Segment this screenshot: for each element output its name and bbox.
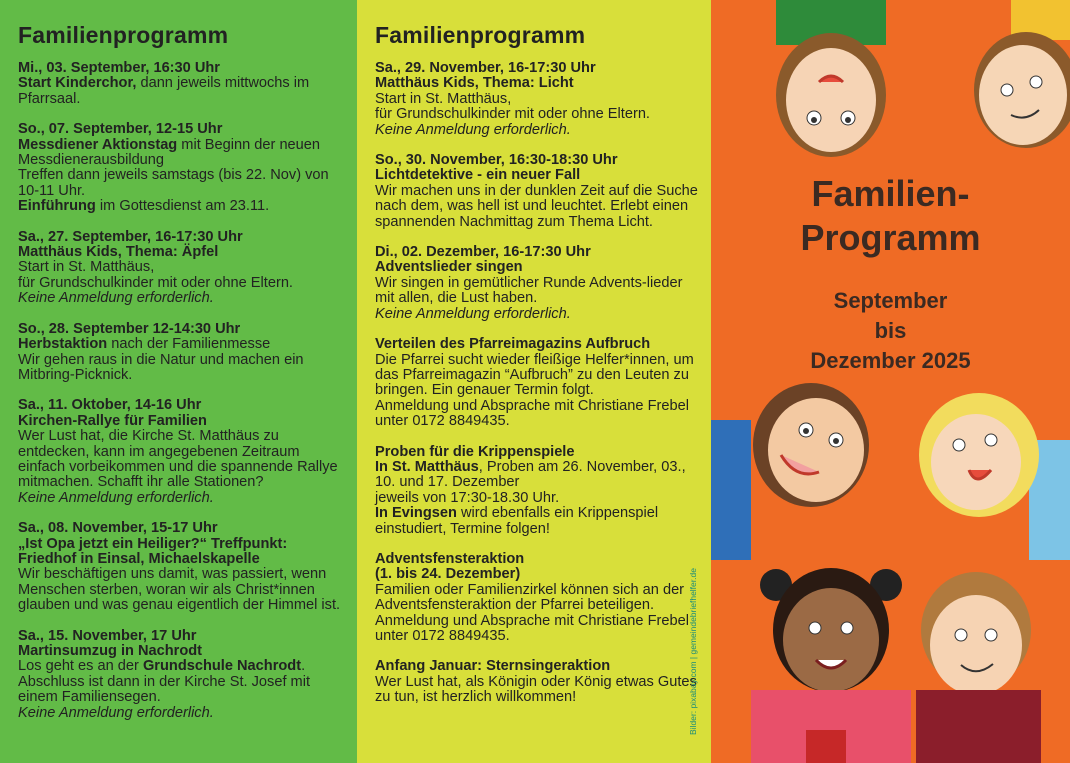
event-kids-licht: [375, 61, 699, 138]
event-heiliger: [18, 521, 343, 613]
event-lead: In Evingsen: [375, 505, 457, 522]
event-lead: Herbstaktion: [18, 336, 108, 353]
event-date: Sa., 27. September, 16-17:30 Uhr: [18, 228, 243, 245]
event-date: So., 07. September, 12-15 Uhr: [18, 121, 223, 138]
program-column-middle: [357, 0, 711, 763]
event-lead: Start Kinderchor,: [18, 75, 137, 92]
child-bottom-right-icon: [916, 572, 1041, 763]
cover-date-line: September: [833, 288, 948, 313]
child-top-icon: [776, 0, 886, 157]
cover-date-line: bis: [874, 318, 907, 343]
event-body: , Proben am 26. November, 03., 10. und 17. Dezember: [375, 458, 686, 491]
event-note: Keine Anmeldung erforderlich.: [375, 121, 571, 138]
event-body: Anmeldung und Absprache mit Christiane Frebel unter 0172 8849435.: [375, 397, 689, 430]
event-title: Verteilen des Pfarreimagazins Aufbruch: [375, 336, 651, 353]
event-subtitle: Lichtdetektive - ein neuer Fall: [375, 167, 581, 184]
event-kids-aepfel: [18, 230, 343, 307]
child-bottom-left-icon: [751, 568, 911, 763]
event-extra: Wir gehen raus in die Natur und machen ein Mitbring-Picknick.: [18, 351, 304, 383]
cover-title: [711, 172, 1070, 260]
event-date: So., 28. September 12-14:30 Uhr: [18, 320, 241, 337]
child-left-icon: [711, 383, 869, 560]
event-body: Die Pfarrei sucht wieder fleißige Helfer*innen, um das Pfarreimagazin “Aufbruch” zu den Leuten zu bringen. Ein genauer Termin folgt.: [375, 351, 694, 399]
event-note: Keine Anmeldung erforderlich.: [18, 704, 214, 721]
cover-date-line: Dezember 2025: [810, 348, 971, 373]
children-illustration: [711, 0, 1070, 763]
event-body: nach der Familienmesse: [107, 336, 271, 353]
cover-title-line: Familien-: [811, 173, 970, 214]
event-subtitle: Matthäus Kids, Thema: Licht: [375, 75, 574, 92]
event-title: Anfang Januar: Sternsingeraktion: [375, 658, 611, 675]
event-martinsumzug: [18, 629, 343, 721]
event-body: Wir beschäftigen uns damit, was passiert, wenn Menschen sterben, woran wir als Christ*innen glauben und was genau eigentlich der Himmel ist.: [18, 566, 341, 614]
cover-date-range: [711, 286, 1070, 376]
event-body: Los geht es an der: [18, 658, 143, 675]
event-body: jeweils von 17:30-18.30 Uhr.: [375, 489, 560, 506]
event-body: für Grundschulkinder mit oder ohne Eltern.: [18, 274, 293, 291]
event-kinderchor: [18, 61, 343, 107]
event-title: Adventsfensteraktion: [375, 550, 525, 567]
event-title: Proben für die Krippenspiele: [375, 443, 575, 460]
event-body: Wer Lust hat, als Königin oder König etwas Gutes zu tun, ist herzlich willkommen!: [375, 673, 697, 706]
event-subtitle: (1. bis 24. Dezember): [375, 566, 521, 583]
event-sternsinger: [375, 659, 699, 705]
event-date: Mi., 03. September, 16:30 Uhr: [18, 60, 220, 76]
event-date: Sa., 11. Oktober, 14-16 Uhr: [18, 397, 202, 414]
event-date: Sa., 08. November, 15-17 Uhr: [18, 520, 218, 537]
cover-panel: [711, 0, 1070, 763]
event-body: im Gottesdienst am 23.11.: [95, 198, 270, 215]
event-lead: Messdiener Aktionstag: [18, 136, 178, 153]
event-body: dann jeweils mittwochs im Pfarrsaal.: [18, 75, 310, 107]
event-body: Wir singen in gemütlicher Runde Advents-lieder mit allen, die Lust haben.: [375, 274, 683, 307]
event-date: Di., 02. Dezember, 16-17:30 Uhr: [375, 244, 591, 261]
cover-title-line: Programm: [800, 217, 981, 258]
child-top-right-icon: [974, 0, 1070, 148]
event-subtitle: Kirchen-Rallye für Familien: [18, 412, 207, 429]
event-subtitle: „Ist Opa jetzt ein Heiliger?“ Treffpunkt: Friedhof in Einsal, Michaelskapelle: [18, 535, 288, 567]
event-messdiener: [18, 122, 343, 214]
event-adventsfenster: [375, 552, 699, 644]
event-subtitle: Martinsumzug in Nachrodt: [18, 643, 203, 659]
event-date: Sa., 29. November, 16-17:30 Uhr: [375, 60, 596, 76]
event-body: Wer Lust hat, die Kirche St. Matthäus zu entdecken, kann im angegebenen Zeitraum einfach vorbeikommen und die spannende Rallye mitmachen. Schafft ihr alle Stationen?: [18, 428, 338, 491]
event-lead: Grundschule Nachrodt: [142, 658, 302, 675]
event-body: für Grundschulkinder mit oder ohne Eltern.: [375, 106, 650, 123]
event-body: . Abschluss ist dann in der Kirche St. Josef mit einem Familiensegen.: [18, 658, 311, 706]
event-pfarreimagazin: [375, 337, 699, 429]
column-heading: Familienprogramm: [375, 22, 586, 48]
event-body: wird ebenfalls ein Krippenspiel einstudiert, Termine folgen!: [375, 505, 659, 537]
event-kirchen-rallye: [18, 398, 343, 506]
event-lichtdetektive: [375, 153, 699, 230]
event-subtitle: Matthäus Kids, Thema: Äpfel: [18, 244, 219, 261]
event-date: Sa., 15. November, 17 Uhr: [18, 627, 197, 644]
event-lead: In St. Matthäus: [375, 458, 479, 475]
event-date: So., 30. November, 16:30-18:30 Uhr: [375, 152, 618, 169]
event-adventslieder: [375, 245, 699, 322]
event-lead: Einführung: [18, 198, 96, 215]
event-herbstaktion: [18, 322, 343, 384]
event-body: Anmeldung und Absprache mit Christiane Frebel unter 0172 8849435.: [375, 612, 689, 644]
event-subtitle: Adventslieder singen: [375, 259, 523, 276]
event-note: Keine Anmeldung erforderlich.: [375, 305, 571, 322]
event-krippenspiele: [375, 445, 699, 537]
program-column-left: [0, 0, 357, 763]
event-body: Familien oder Familienzirkel können sich an der Adventsfensteraktion der Pfarrei beteiligen.: [375, 581, 685, 614]
column-heading: Familienprogramm: [18, 22, 229, 48]
event-body: Wir machen uns in der dunklen Zeit auf die Suche nach dem, was hell ist und leuchtet. Erlebt einen spannenden Nachmittag zum Thema Licht.: [375, 182, 698, 230]
image-credit: Bilder: pixabay.com | gemeindebriefhelfer.de: [688, 568, 698, 735]
event-body: Start in St. Matthäus,: [375, 90, 512, 107]
event-note: Keine Anmeldung erforderlich.: [18, 489, 214, 506]
event-body: Start in St. Matthäus,: [18, 259, 155, 276]
event-note: Keine Anmeldung erforderlich.: [18, 290, 214, 307]
event-extra: Treffen dann jeweils samstags (bis 22. Nov) von 10-11 Uhr.: [18, 167, 329, 199]
event-body: mit Beginn der neuen Messdienerausbildung: [18, 136, 321, 169]
child-right-icon: [919, 393, 1070, 560]
